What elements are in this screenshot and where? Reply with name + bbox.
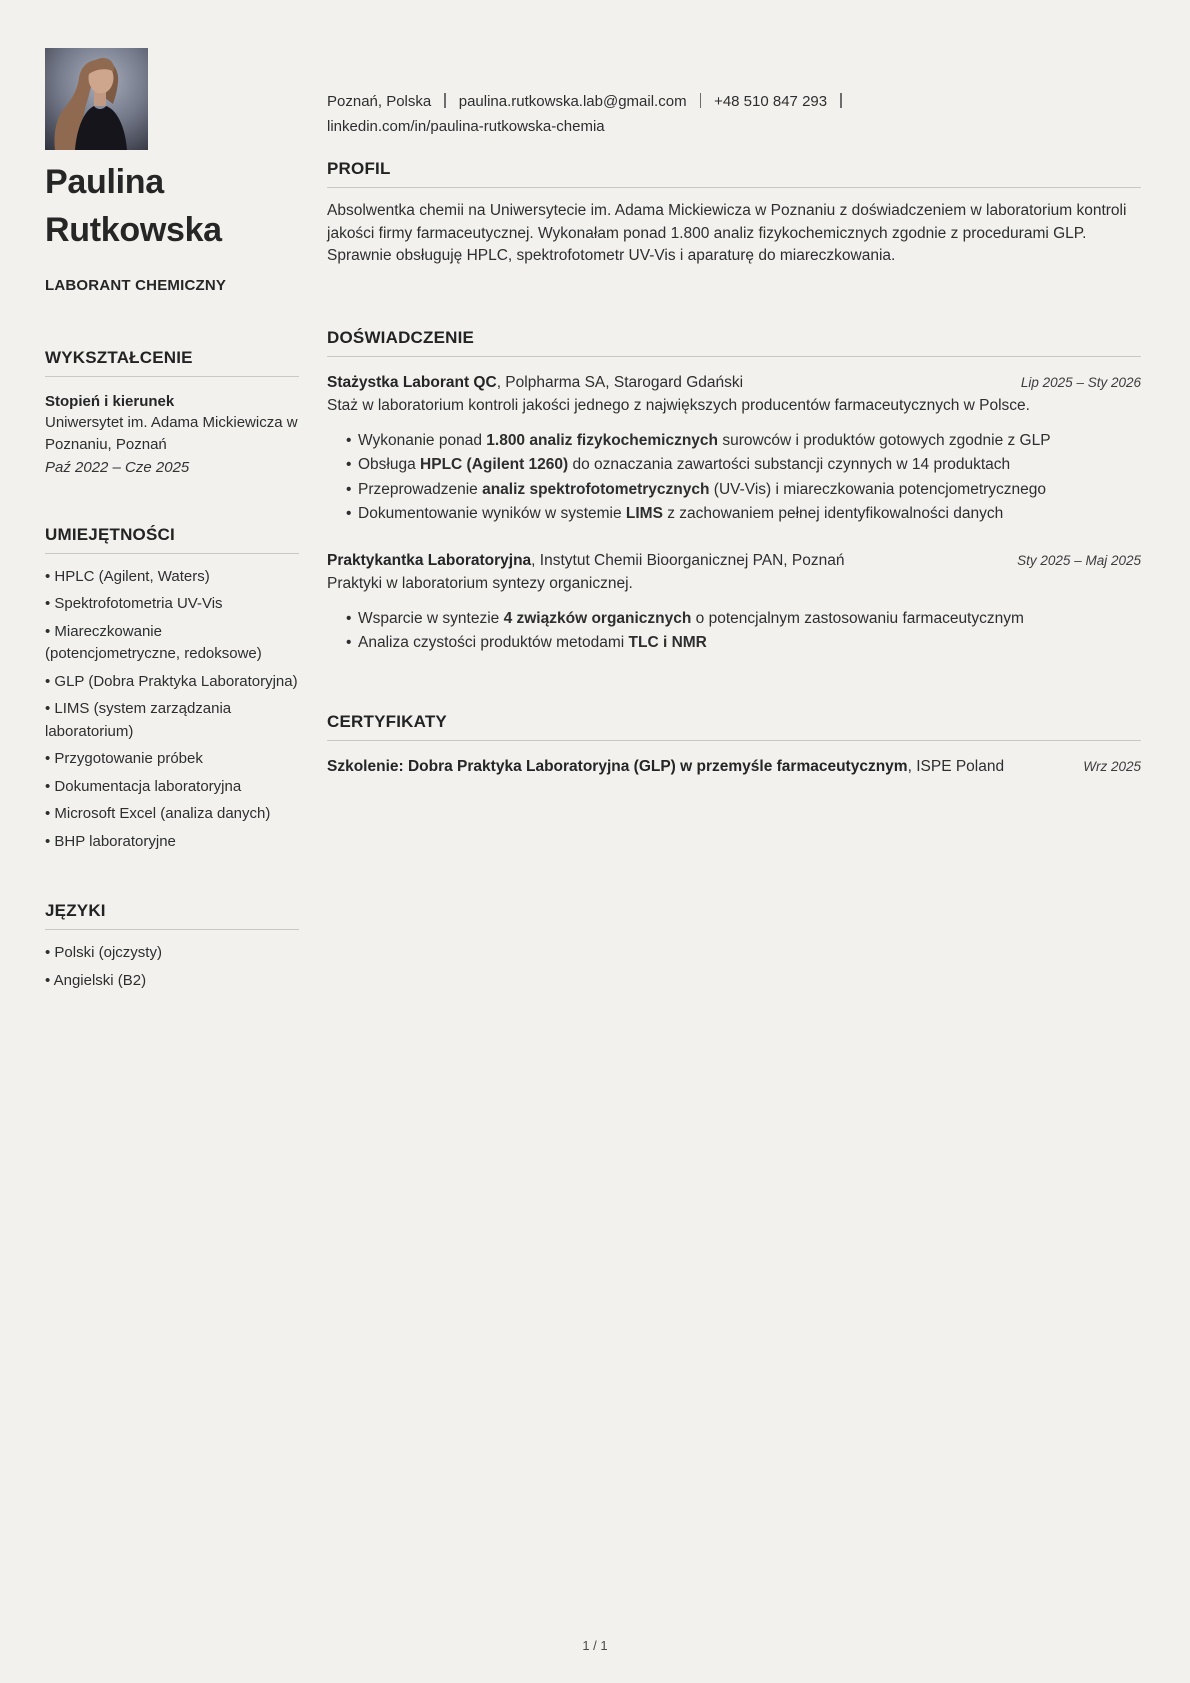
page-number: 1 / 1: [582, 1638, 608, 1653]
skills-list: [45, 566, 299, 854]
skills-heading: UMIEJĘTNOŚCI: [45, 525, 299, 554]
job-bullet: • Wykonanie ponad 1.800 analiz fizykochemicznych surowców i produktów gotowych zgodnie z GLP: [327, 429, 1141, 454]
skill-item: • Przygotowanie próbek: [45, 748, 299, 771]
skill-item: • Microsoft Excel (analiza danych): [45, 803, 299, 826]
separator: [700, 93, 702, 108]
certificate-text: [327, 755, 1004, 778]
job-bullet: • Wsparcie w syntezie 4 związków organicznych o potencjalnym zastosowaniu farmaceutycznym: [327, 607, 1141, 632]
main-column: [327, 89, 1141, 778]
contact-email: paulina.rutkowska.lab@gmail.com: [458, 93, 687, 110]
job-dates: Lip 2025 – Sty 2026: [1020, 374, 1141, 390]
certificates-section: [327, 712, 1141, 778]
contact-phone: +48 510 847 293: [714, 93, 828, 110]
job-company: , Polpharma SA, Starogard Gdański: [496, 373, 744, 391]
profile-heading: PROFIL: [327, 159, 1141, 188]
job-company: , Instytut Chemii Bioorganicznej PAN, Poznań: [531, 551, 845, 569]
profile-section: [327, 159, 1141, 268]
job-bullet: • Analiza czystości produktów metodami TLC i NMR: [327, 631, 1141, 656]
person-last-name: Rutkowska: [45, 211, 222, 249]
education-heading: WYKSZTAŁCENIE: [45, 348, 299, 377]
job-bullet-list: [327, 607, 1141, 656]
language-item: • Polski (ojczysty): [45, 942, 299, 965]
contact-line-1: [327, 89, 1141, 114]
separator: [840, 93, 842, 108]
sidebar: [45, 48, 299, 997]
job-bullet: • Przeprowadzenie analiz spektrofotometrycznych (UV-Vis) i miareczkowania potencjometrycznego: [327, 478, 1141, 503]
profile-text: Absolwentka chemii na Uniwersytecie im. Adama Mickiewicza w Poznaniu z doświadczeniem w laboratorium kontroli jakości firmy farmaceutycznej. Wykonałam ponad 1.800 analiz fizykochemicznych zgodnie z procedurami GLP. Sprawnie obsługuję HPLC, spektrofotometr UV-Vis i aparaturę do miareczkowania.: [327, 202, 1127, 264]
job-header: [327, 549, 1141, 572]
education-school: Uniwersytet im. Adama Mickiewicza w Poznaniu, Poznań: [45, 414, 298, 453]
job-bullet-list: [327, 429, 1141, 527]
job-header: [327, 371, 1141, 394]
languages-section: [45, 901, 299, 992]
separator: [444, 93, 446, 108]
certificate-entry: [327, 755, 1141, 778]
job-summary: Praktyki w laboratorium syntezy organicznej.: [327, 574, 633, 592]
education-section: [45, 348, 299, 479]
job-title-line: [327, 549, 844, 572]
education-dates: Paź 2022 – Cze 2025: [45, 459, 190, 477]
contact-location: Poznań, Polska: [327, 93, 432, 110]
certificate-date: Wrz 2025: [1083, 758, 1141, 774]
job-bullet: • Obsługa HPLC (Agilent 1260) do oznaczania zawartości substancji czynnych w 14 produktach: [327, 453, 1141, 478]
skill-item: • Miareczkowanie (potencjometryczne, redoksowe): [45, 621, 299, 666]
experience-entry: [327, 371, 1141, 527]
person-job-title: LABORANT CHEMICZNY: [45, 276, 227, 294]
skill-item: • BHP laboratoryjne: [45, 831, 299, 854]
certificate-name: Szkolenie: Dobra Praktyka Laboratoryjna (GLP) w przemyśle farmaceutycznym: [327, 757, 908, 775]
language-item: • Angielski (B2): [45, 970, 299, 993]
contact-linkedin: linkedin.com/in/paulina-rutkowska-chemia: [327, 118, 605, 135]
education-degree: Stopień i kierunek: [45, 392, 175, 410]
skill-item: • LIMS (system zarządzania laboratorium): [45, 698, 299, 743]
skill-item: • Dokumentacja laboratoryjna: [45, 776, 299, 799]
job-dates: Sty 2025 – Maj 2025: [1017, 552, 1141, 568]
experience-section: [327, 328, 1141, 656]
job-role: Stażystka Laborant QC: [327, 373, 497, 391]
languages-heading: JĘZYKI: [45, 901, 299, 930]
experience-entry: [327, 549, 1141, 656]
skill-item: • HPLC (Agilent, Waters): [45, 566, 299, 589]
contact-block: [327, 89, 1141, 139]
job-role: Praktykantka Laboratoryjna: [327, 551, 532, 569]
languages-list: [45, 942, 299, 992]
portrait-illustration: [45, 48, 148, 150]
skills-section: [45, 525, 299, 854]
skill-item: • GLP (Dobra Praktyka Laboratoryjna): [45, 671, 299, 694]
certificate-issuer: , ISPE Poland: [907, 757, 1005, 775]
job-title-line: [327, 371, 743, 394]
skill-item: • Spektrofotometria UV-Vis: [45, 593, 299, 616]
person-name: [45, 158, 299, 254]
person-first-name: Paulina: [45, 163, 164, 201]
profile-photo: [45, 48, 148, 150]
experience-heading: DOŚWIADCZENIE: [327, 328, 1141, 357]
job-bullet: • Dokumentowanie wyników w systemie LIMS z zachowaniem pełnej identyfikowalności danych: [327, 502, 1141, 527]
certificates-heading: CERTYFIKATY: [327, 712, 1141, 741]
job-summary: Staż w laboratorium kontroli jakości jednego z największych producentów farmaceutycznych w Polsce.: [327, 396, 1030, 414]
